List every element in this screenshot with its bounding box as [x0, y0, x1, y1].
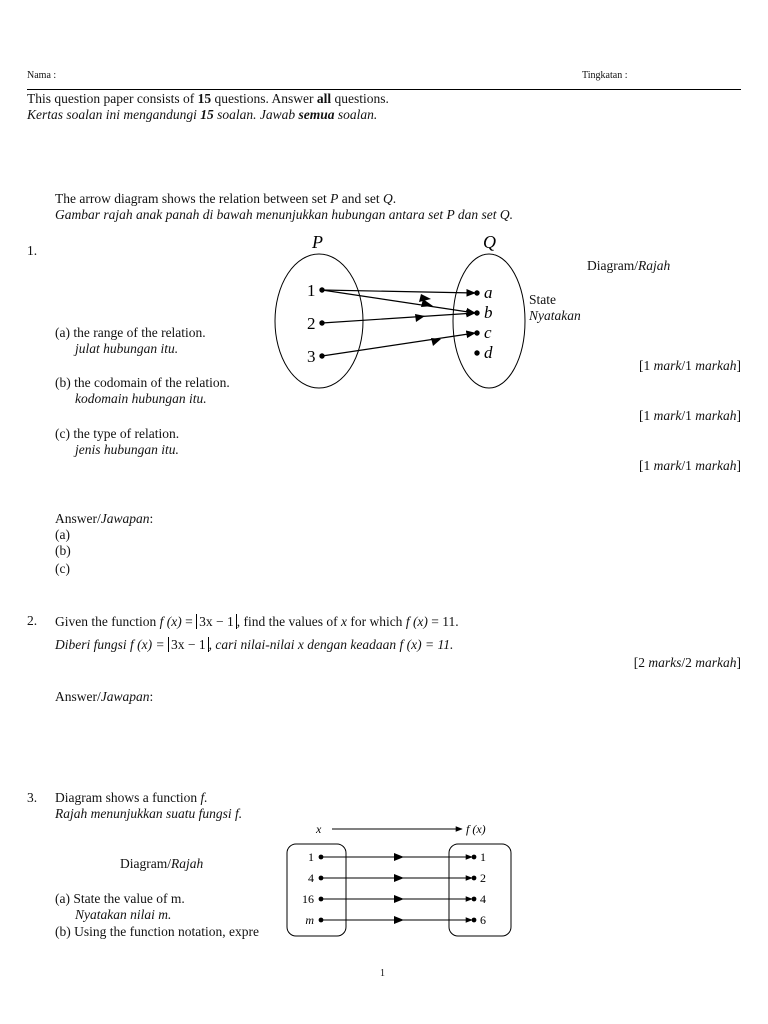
p-element-1: 1: [307, 281, 316, 300]
domain-16: 16: [302, 892, 314, 906]
codomain-2: 2: [480, 871, 486, 885]
q1-diagram-label: Diagram/Rajah: [587, 258, 671, 273]
q1-stem-english: The arrow diagram shows the relation between set P and set Q.: [55, 191, 397, 206]
q-dot-a: [474, 290, 479, 295]
q2-stem-english: Given the function f (x) = 3x − 1 , find the values of x for which f (x) = 11.: [55, 614, 459, 629]
q3-stem-english: Diagram shows a function f.: [55, 790, 208, 805]
q3-part-a-en: (a) State the value of m.: [55, 891, 185, 906]
domain-4: 4: [308, 871, 314, 885]
q-dot-c: [474, 330, 479, 335]
q3-part-a-ms: Nyatakan nilai m.: [75, 907, 172, 922]
q3-part-b-en: (b) Using the function notation, expre: [55, 924, 259, 939]
q2-number: 2.: [27, 613, 38, 628]
q1-state-en: State: [529, 292, 556, 307]
domain-1: 1: [308, 850, 314, 864]
codomain-4: 4: [480, 892, 486, 906]
q2-answer-label: Answer/Jawapan:: [55, 689, 154, 704]
arrow-1-to-a: [322, 290, 475, 293]
q3-number: 3.: [27, 790, 38, 805]
q2-marks: [2 marks/2 markah]: [633, 655, 741, 670]
q1-part-a-ms: julat hubungan itu.: [75, 341, 179, 356]
q1-part-c-ms: jenis hubungan itu.: [75, 442, 179, 457]
q1-part-c-marks: [1 mark/1 markah]: [638, 458, 741, 473]
domain-m: m: [305, 913, 314, 927]
q-dot-d: [474, 350, 479, 355]
q1-answer-label: Answer/Jawapan:: [55, 511, 154, 526]
q2-stem-malay: Diberi fungsi f (x) = 3x − 1 , cari nilai-nilai x dengan keadaan f (x) = 11.: [55, 637, 454, 652]
intro-malay: Kertas soalan ini mengandungi 15 soalan. Jawab semua soalan.: [27, 107, 378, 122]
mid-arrowhead-1b: [421, 299, 433, 307]
codomain-6: 6: [480, 913, 486, 927]
arrow-1-to-b: [322, 290, 475, 313]
page-number: 1: [380, 968, 385, 979]
q-dot-b: [474, 310, 479, 315]
q1-stem-malay: Gambar rajah anak panah di bawah menunjukkan hubungan antara set P dan set Q.: [55, 207, 513, 222]
q-element-c: c: [484, 323, 492, 342]
arrow-2-to-b: [322, 313, 475, 323]
axis-x-label: x: [316, 822, 322, 836]
form-label: Tingkatan :: [582, 70, 628, 81]
arrow-3-to-c: [322, 333, 475, 356]
codomain-1: 1: [480, 850, 486, 864]
header-rule: [27, 89, 741, 90]
p-element-3: 3: [307, 347, 316, 366]
name-label: Nama :: [27, 70, 57, 81]
domain-box: [287, 844, 346, 936]
q1-part-b-ms: kodomain hubungan itu.: [75, 391, 207, 406]
q1-part-b-en: (b) the codomain of the relation.: [55, 375, 230, 390]
q1-part-a-marks: [1 mark/1 markah]: [638, 358, 741, 373]
mid-arrowhead-3c: [431, 338, 441, 346]
p-element-2: 2: [307, 314, 316, 333]
mid-arrowhead-2b: [415, 314, 425, 322]
q1-part-b-marks: [1 mark/1 markah]: [638, 408, 741, 423]
intro-english: This question paper consists of 15 questions. Answer all questions.: [27, 91, 389, 106]
q1-number: 1.: [27, 243, 38, 258]
q1-state-ms: Nyatakan: [529, 308, 581, 323]
q1-part-c-en: (c) the type of relation.: [55, 426, 180, 441]
q-element-d: d: [484, 343, 493, 362]
set-p-label: P: [312, 232, 323, 252]
q-element-a: a: [484, 283, 493, 302]
q1-answer-a: (a): [55, 527, 70, 542]
q3-diagram-label: Diagram/Rajah: [120, 856, 204, 871]
q1-answer-b: (b): [55, 543, 71, 558]
q-element-b: b: [484, 303, 493, 322]
q3-stem-malay: Rajah menunjukkan suatu fungsi f.: [55, 806, 243, 821]
axis-fx-label: f (x): [466, 822, 486, 836]
q1-part-a-en: (a) the range of the relation.: [55, 325, 206, 340]
q3-function-diagram: [284, 818, 524, 940]
set-q-label: Q: [483, 232, 496, 252]
q1-answer-c: (c): [55, 561, 70, 576]
